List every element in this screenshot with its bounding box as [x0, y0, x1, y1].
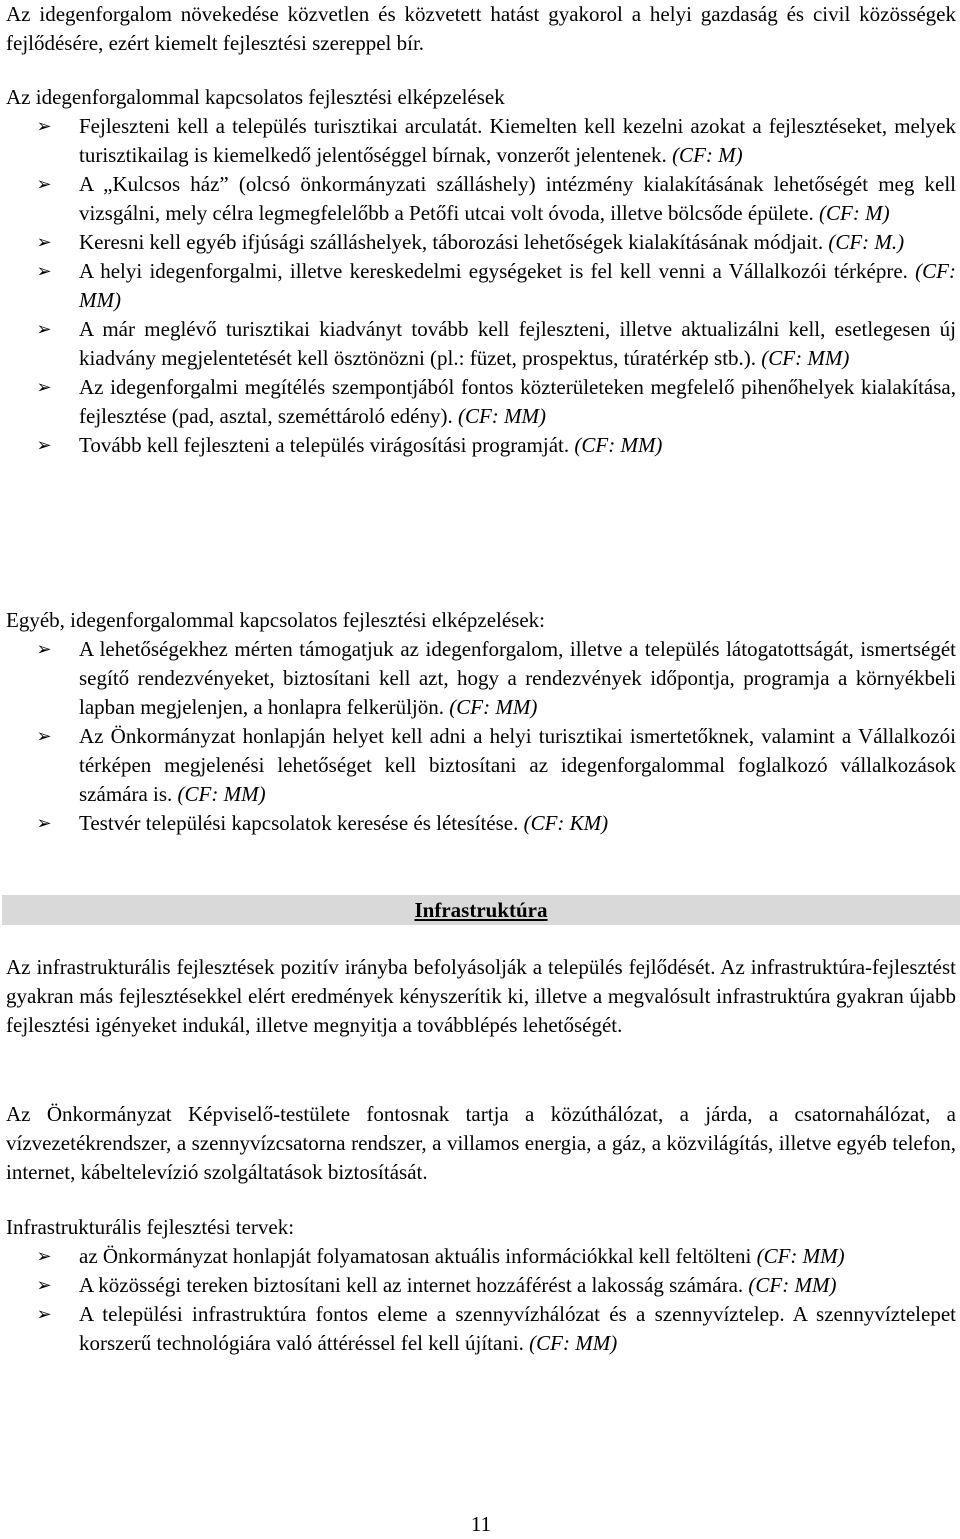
item-tag: (CF: MM) [449, 695, 538, 719]
item-text: Tovább kell fejleszteni a település virágosítási programját. [79, 433, 570, 457]
list-item [6, 722, 956, 809]
list-item [6, 431, 956, 460]
arrow-bullet-icon: ➢ [36, 726, 52, 747]
arrow-bullet-icon: ➢ [36, 435, 52, 456]
list-item [6, 170, 956, 228]
item-text: Az Önkormányzat honlapján helyet kell adni a helyi turisztikai ismertetőknek, valamint a Vállalkozói térképen megjelenési lehetőséget kell biztosítani az idegenforgalommal foglalkozó vállalkozások számára is. [79, 724, 956, 806]
list2-heading: Egyéb, idegenforgalommal kapcsolatos fejlesztési elképzelések: [6, 608, 545, 632]
item-text: Az idegenforgalmi megítélés szempontjából fontos közterületeken megfelelő pihenőhelyek kialakítása, fejlesztése (pad, asztal, szeméttároló edény). [79, 375, 956, 428]
item-tag: (CF: MM) [79, 259, 956, 312]
infra-paragraph-1: Az infrastrukturális fejlesztések pozitív irányba befolyásolják a település fejlődését. Az infrastruktúra-fejlesztést gyakran más fejlesztésekkel elért eredmények kényszerítik ki, illetve a megvalósult infrastruktúra gyakran újabb fejlesztési igényeket indukál, illetve megnyitja a továbblépés lehetőségét. [6, 955, 956, 1037]
list-item [6, 228, 956, 257]
list3 [6, 1242, 956, 1358]
arrow-bullet-icon: ➢ [36, 116, 52, 137]
arrow-bullet-icon: ➢ [36, 232, 52, 253]
list-item [6, 1300, 956, 1358]
arrow-bullet-icon: ➢ [36, 261, 52, 282]
item-tag: (CF: MM) [457, 404, 547, 428]
intro-paragraph: Az idegenforgalom növekedése közvetlen és közvetett hatást gyakorol a helyi gazdaság és civil közösségek fejlődésére, ezért kiemelt fejlesztési szereppel bír. [6, 2, 956, 55]
item-tag: (CF: M) [819, 201, 890, 225]
item-tag: (CF: KM) [523, 811, 609, 835]
item-text: A „Kulcsos ház” (olcsó önkormányzati szálláshely) intézmény kialakításának lehetőségét meg kell vizsgálni, mely célra legmegfelelőbb a Petőfi utcai volt óvoda, illetve bölcsőde épülete. [79, 172, 956, 225]
item-text: A települési infrastruktúra fontos eleme a szennyvízhálózat és a szennyvíztelep. A szennyvíztelepet korszerű technológiára való áttéréssel fel kell újítani. [79, 1302, 956, 1355]
list-item [6, 635, 956, 722]
item-text: Keresni kell egyéb ifjúsági szálláshelyek, táborozási lehetőségek kialakításának módjait. [79, 230, 824, 254]
arrow-bullet-icon: ➢ [36, 1304, 52, 1325]
item-tag: (CF: MM) [756, 1244, 845, 1268]
item-text: Testvér települési kapcsolatok keresése és létesítése. [79, 811, 519, 835]
list3-heading: Infrastrukturális fejlesztési tervek: [6, 1215, 295, 1239]
list1 [6, 112, 956, 460]
arrow-bullet-icon: ➢ [36, 174, 52, 195]
arrow-bullet-icon: ➢ [36, 377, 52, 398]
list-item [6, 1242, 956, 1271]
arrow-bullet-icon: ➢ [36, 1246, 52, 1267]
arrow-bullet-icon: ➢ [36, 639, 52, 660]
section-title: Infrastruktúra [414, 898, 548, 922]
item-text: az Önkormányzat honlapját folyamatosan aktuális információkkal kell feltölteni [79, 1244, 752, 1268]
infra-paragraph-2: Az Önkormányzat Képviselő-testülete fontosnak tartja a közúthálózat, a járda, a csatornahálózat, a vízvezetékrendszer, a szennyvízcsatorna rendszer, a villamos energia, a gáz, a közvilágítás, illetve egyéb telefon, internet, kábeltelevízió szolgáltatások biztosítását. [6, 1102, 956, 1184]
item-text: Fejleszteni kell a település turisztikai arculatát. Kiemelten kell kezelni azokat a fejlesztéseket, melyek turisztikailag is kiemelkedő jelentőséggel bírnak, vonzerőt jelentenek. [79, 114, 956, 167]
page-number: 11 [470, 1512, 492, 1536]
item-tag: (CF: MM) [574, 433, 663, 457]
arrow-bullet-icon: ➢ [36, 319, 52, 340]
item-tag: (CF: MM) [748, 1273, 837, 1297]
list-item [6, 1271, 956, 1300]
list2 [6, 635, 956, 838]
arrow-bullet-icon: ➢ [36, 813, 52, 834]
arrow-bullet-icon: ➢ [36, 1275, 52, 1296]
list-item [6, 315, 956, 373]
item-tag: (CF: M.) [828, 230, 905, 254]
item-text: A már meglévő turisztikai kiadványt tovább kell fejleszteni, illetve aktualizálni kell, esetlegesen új kiadvány megjelentetését kell ösztönözni (pl.: füzet, prospektus, túratérkép stb.). [79, 317, 956, 370]
list-item [6, 809, 956, 838]
list1-heading: Az idegenforgalommal kapcsolatos fejlesztési elképzelések [6, 85, 505, 109]
item-tag: (CF: M) [672, 143, 743, 167]
item-tag: (CF: MM) [761, 346, 850, 370]
item-text: A helyi idegenforgalmi, illetve kereskedelmi egységeket is fel kell venni a Vállalkozói térképre. [79, 259, 908, 283]
item-text: A közösségi tereken biztosítani kell az internet hozzáférést a lakosság számára. [79, 1273, 744, 1297]
list-item [6, 373, 956, 431]
list-item [6, 112, 956, 170]
item-text: A lehetőségekhez mérten támogatjuk az idegenforgalom, illetve a település látogatottságát, ismertségét segítő rendezvényeket, biztosítani kell azt, hogy a rendezvények időpontja, programja a környékbeli lapban megjelenjen, a honlapra felkerüljön. [79, 637, 956, 719]
section-heading-bar [2, 895, 960, 925]
item-tag: (CF: MM) [529, 1331, 618, 1355]
item-tag: (CF: MM) [177, 782, 266, 806]
list-item [6, 257, 956, 315]
